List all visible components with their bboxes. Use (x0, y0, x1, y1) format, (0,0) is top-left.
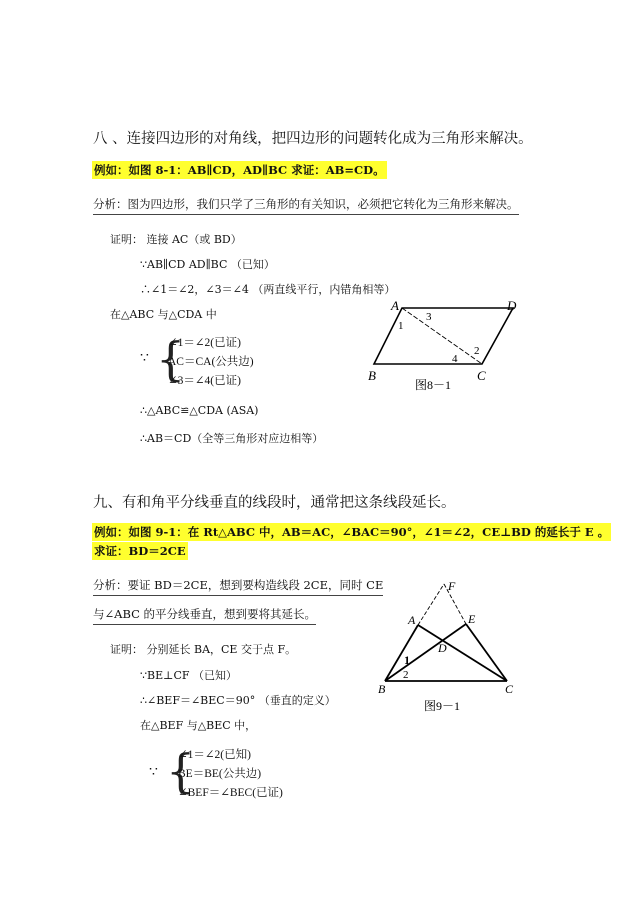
label-b: B (378, 682, 386, 696)
segment-ec (466, 624, 507, 681)
angle-2: 2 (403, 669, 409, 681)
angle-4: 4 (452, 353, 458, 365)
left-brace: { (156, 332, 186, 386)
section8-example: 例如：如图 8-1：AB∥CD，AD∥BC 求证：AB=CD。 (94, 163, 385, 177)
system-line: ∠1＝∠2(已知) (178, 749, 251, 761)
because-symbol: ∵ (149, 764, 158, 780)
system-line: ∠1＝∠2(已证) (168, 337, 241, 349)
label-f: F (448, 579, 456, 593)
section8-proof-start: 证明： 连接 AC（或 BD） (110, 233, 242, 246)
figure-caption: 图9－1 (424, 699, 461, 713)
section9-analysis-line1: 分析：要证 BD＝2CE，想到要构造线段 2CE，同时 CE (93, 577, 383, 596)
equation-system (168, 334, 254, 391)
extension-af (418, 584, 444, 625)
section8-proof-line: ∴∠1＝∠2，∠3＝∠4 （两直线平行，内错角相等） (140, 283, 396, 296)
system-line: ∠3＝∠4(已证) (168, 375, 241, 387)
segment-ab (385, 625, 418, 681)
segment-ac (418, 625, 507, 681)
section9-analysis-line2: 与∠ABC 的平分线垂直，想到要将其延长。 (93, 606, 316, 625)
label-e: E (468, 612, 476, 626)
section8-heading: 八 、连接四边形的对角线，把四边形的问题转化成为三角形来解决。 (93, 131, 533, 147)
section9-proof-line: ∵BE⊥CF （已知） (140, 669, 238, 682)
section9-example-line1: 例如：如图 9-1：在 Rt△ABC 中，AB＝AC，∠BAC＝90°，∠1＝∠2，CE⊥BD 的延长于 E 。 (94, 525, 610, 539)
segment-be (385, 624, 466, 681)
left-brace: { (166, 744, 196, 798)
angle-1: 1 (398, 320, 404, 332)
section8-conclusion: ∴AB＝CD（全等三角形对应边相等） (140, 432, 324, 445)
figure-8-1 (360, 296, 530, 396)
system-line: BE＝BE(公共边) (178, 768, 262, 780)
label-a: A (391, 298, 399, 313)
section8-conclusion: ∴△ABC≌△CDA (ASA) (140, 404, 259, 417)
system-line: ∠BEF＝∠BEC(已证) (178, 787, 283, 799)
diagonal-ac (402, 308, 482, 364)
parallelogram (374, 308, 513, 364)
section9-proof-start: 证明： 分别延长 BA，CE 交于点 F。 (110, 643, 297, 656)
angle-2: 2 (474, 345, 480, 357)
section8-proof-line: 在△ABC 与△CDA 中 (110, 308, 217, 321)
label-d: D (438, 641, 447, 655)
label-d: D (507, 298, 517, 313)
angle-3: 3 (426, 311, 432, 323)
label-b: B (368, 368, 376, 383)
label-a: A (408, 613, 416, 627)
system-line: AC＝CA(公共边) (168, 356, 254, 368)
section9-proof-line: 在△BEF 与△BEC 中， (140, 719, 257, 732)
figure-caption: 图8－1 (415, 378, 452, 392)
section8-analysis: 分析：图为四边形，我们只学了三角形的有关知识，必须把它转化为三角形来解决。 (93, 196, 519, 215)
section8-proof-line: ∵AB∥CD AD∥BC （已知） (140, 258, 275, 271)
label-c: C (477, 368, 486, 383)
because-symbol: ∵ (140, 350, 149, 366)
section9-example-line2: 求证：BD＝2CE (94, 544, 186, 558)
angle-1: 1 (404, 653, 410, 667)
equation-system (178, 746, 283, 803)
label-c: C (505, 682, 514, 696)
figure-9-1 (368, 578, 528, 718)
section9-proof-line: ∴∠BEF＝∠BEC＝90° （垂直的定义） (140, 694, 336, 707)
section9-heading: 九、有和角平分线垂直的线段时，通常把这条线段延长。 (93, 495, 456, 511)
